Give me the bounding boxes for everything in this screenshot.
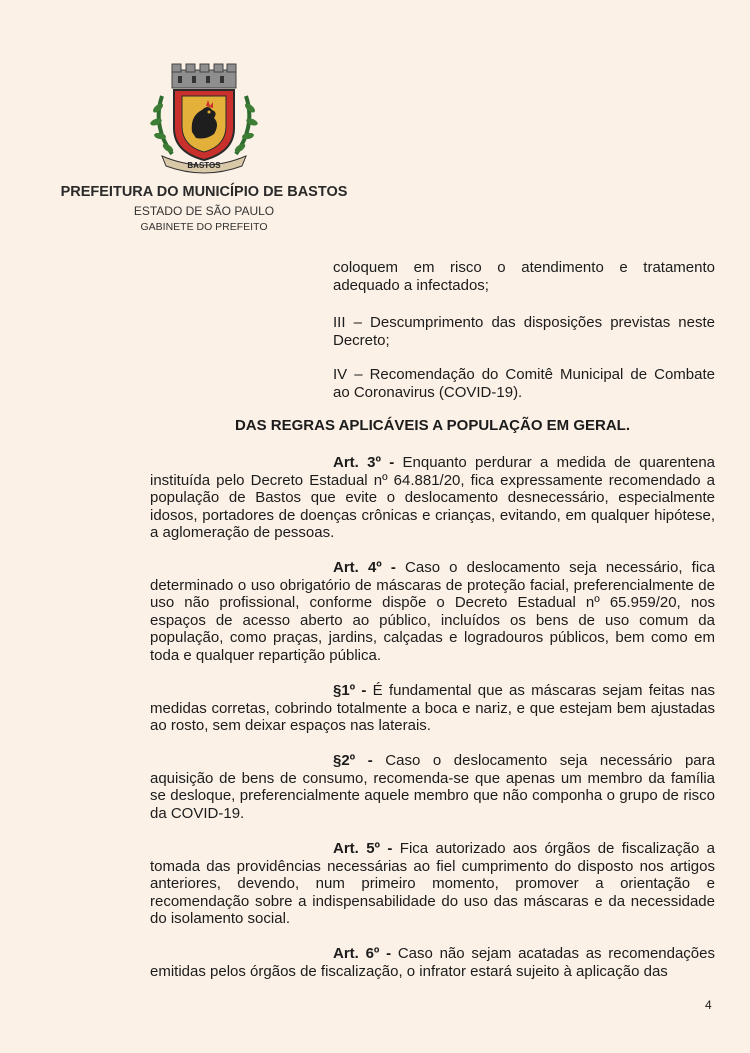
article-3-text: Enquanto perdurar a medida de quarentena instituída pelo Decreto Estadual nº 64.881/20, fica expressamente recomendado a população de Bastos que evite o deslocamento desnecessário, especialmente idosos, portadores de doenças crônicas e crianças, evitando, em qualquer hipótese, a aglomeração de pessoas.	[150, 454, 716, 541]
svg-text:BASTOS: BASTOS	[187, 161, 221, 170]
article-4-label: Art. 4º -	[333, 559, 396, 576]
article-4-text: Caso o deslocamento seja necessário, fica determinado o uso obrigatório de máscaras de proteção facial, preferencialmente de uso não profissional, conforme dispõe o Decreto Estadual nº 65.959/20, nos espaços de acesso aberto ao público, incluídos os bens de uso comum da população, como praças, jardins, calçadas e logradouros públicos, bem como em toda e qualquer repartição pública.	[150, 559, 715, 664]
paragraph-2-label: §2º -	[333, 752, 373, 769]
paragraph-1-label: §1º -	[333, 682, 367, 699]
article-6-text: Caso não sejam acatadas as recomendações emitidas pelos órgãos de fiscalização, o infrator estará sujeito à aplicação das	[150, 945, 715, 980]
article-3-label: Art. 3º -	[333, 454, 395, 471]
item-iv: IV – Recomendação do Comitê Municipal de Combate ao Coronavirus (COVID-19).	[333, 366, 715, 401]
page-number: 4	[705, 998, 712, 1012]
article-6	[150, 945, 715, 980]
article-5	[150, 840, 715, 928]
article-6-label: Art. 6º -	[333, 945, 392, 962]
paragraph-1-text: É fundamental que as máscaras sejam feitas nas medidas corretas, cobrindo totalmente a boca e nariz, e que estejam bem ajustadas ao rosto, sem deixar espaços nas laterais.	[150, 682, 715, 734]
item-iii: III – Descumprimento das disposições previstas neste Decreto;	[333, 314, 715, 349]
paragraph-1	[150, 682, 715, 735]
article-5-label: Art. 5º -	[333, 840, 393, 857]
article-5-text: Fica autorizado aos órgãos de fiscalização a tomada das providências necessárias ao fiel cumprimento do disposto nos artigos anteriores, devendo, num primeiro momento, promover a orientação e recomendação sobre a indispensabilidade do uso das máscaras e da necessidade do isolamento social.	[150, 840, 716, 927]
office-name: GABINETE DO PREFEITO	[140, 221, 268, 233]
paragraph-2	[150, 752, 715, 822]
section-heading: DAS REGRAS APLICÁVEIS A POPULAÇÃO EM GERAL.	[234, 417, 631, 434]
article-3	[150, 454, 715, 542]
municipal-coat-of-arms	[148, 62, 260, 174]
paragraph-2-text: Caso o deslocamento seja necessário para aquisição de bens de consumo, recomenda-se que apenas um membro da família se desloque, preferencialmente aquele membro que não componha o grupo de risco da COVID-19.	[150, 752, 715, 822]
article-4	[150, 559, 715, 664]
municipality-name: PREFEITURA DO MUNICÍPIO DE BASTOS	[60, 184, 348, 200]
state-name: ESTADO DE SÃO PAULO	[133, 204, 275, 218]
continued-paragraph: coloquem em risco o atendimento e tratamento adequado a infectados;	[333, 259, 715, 294]
